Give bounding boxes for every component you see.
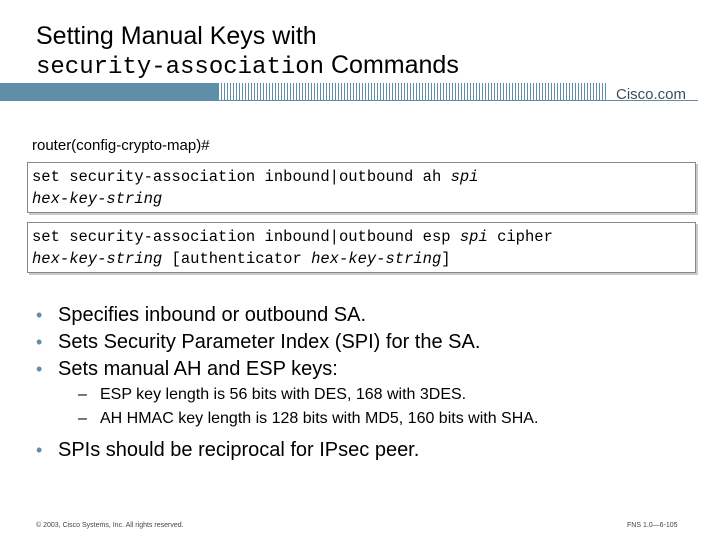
hex-key-param: hex-key-string: [32, 250, 163, 268]
title-code: security-association: [36, 54, 325, 81]
footer-slide-number: FNS 1.0—6-105: [627, 522, 678, 529]
bullet-item: [36, 437, 696, 464]
band-solid: [0, 83, 218, 101]
bullet-icon: •: [36, 305, 43, 325]
command-text: [authenticator: [162, 250, 312, 268]
footer-copyright: © 2003, Cisco Systems, Inc. All rights reserved.: [36, 522, 184, 529]
command-text: cipher: [487, 228, 553, 246]
title-line-1: Setting Manual Keys with: [36, 22, 317, 50]
hex-key-param: hex-key-string: [311, 250, 442, 268]
command-text: set security-association inbound|outbound esp: [32, 228, 460, 246]
command-box-esp: [27, 222, 696, 273]
dash-icon: –: [78, 386, 87, 403]
band-stripes: [218, 83, 608, 101]
header-band: [0, 83, 720, 101]
spi-param: spi: [450, 168, 479, 186]
command-text: ]: [441, 250, 451, 268]
sub-bullet-text: AH HMAC key length is 128 bits with MD5, 160 bits with SHA.: [100, 410, 539, 427]
bullet-text: Specifies inbound or outbound SA.: [58, 304, 366, 326]
dash-icon: –: [78, 410, 87, 427]
bullet-item: [36, 329, 696, 356]
bullet-text: Sets manual AH and ESP keys:: [58, 358, 338, 380]
bullet-item: [36, 356, 696, 383]
command-ah-line-1: [32, 166, 691, 188]
sub-bullet-text: ESP key length is 56 bits with DES, 168 with 3DES.: [100, 386, 467, 403]
bullet-item: [36, 302, 696, 329]
hex-key-param: hex-key-string: [32, 190, 163, 208]
title-rest: Commands: [324, 51, 459, 79]
bullet-icon: •: [36, 440, 43, 460]
spi-param: spi: [459, 228, 488, 246]
bullet-icon: •: [36, 332, 43, 352]
command-text: set security-association inbound|outbound ah: [32, 168, 451, 186]
command-box-ah: [27, 162, 696, 213]
bullet-text: SPIs should be reciprocal for IPsec peer.: [58, 439, 420, 461]
sub-bullet-item: [36, 407, 696, 431]
bullet-list: [36, 302, 696, 464]
command-esp-line-2: [32, 248, 691, 270]
bullet-text: Sets Security Parameter Index (SPI) for the SA.: [58, 331, 481, 353]
command-esp-line-1: [32, 226, 691, 248]
bullet-icon: •: [36, 359, 43, 379]
command-ah-line-2: [32, 188, 691, 210]
config-prompt: router(config-crypto-map)#: [32, 137, 210, 154]
slide-title: [36, 22, 676, 82]
sub-bullet-item: [36, 383, 696, 407]
cisco-logo: Cisco.com: [616, 86, 687, 103]
title-line-2: [36, 51, 676, 82]
